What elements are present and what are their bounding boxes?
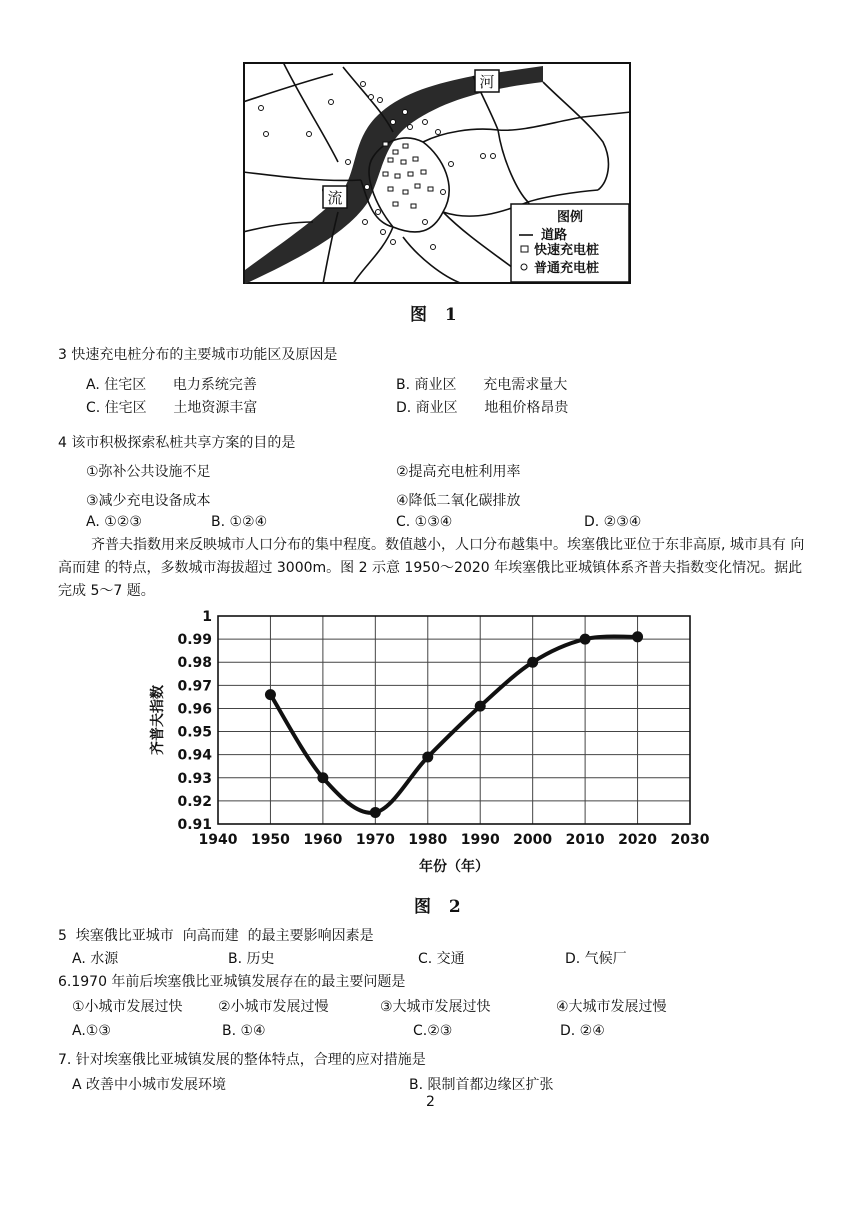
x-tick-label: 1990 bbox=[460, 832, 500, 848]
y-tick-label: 0.97 bbox=[177, 678, 212, 695]
q3-option-b: B. 商业区 充电需求量大 bbox=[396, 377, 568, 393]
series-line bbox=[270, 637, 637, 813]
intro-paragraph: 齐普夫指数用来反映城市人口分布的集中程度。数值越小，人口分布越集中。埃塞俄比亚位于东非高原, 城市具有 向高而建 的特点，多数城市海拔超过 3000m。图 2 示意 1950～2020 年埃塞俄比亚城镇体系齐普夫指数变化情况。据此完成 5～7 题。 bbox=[58, 537, 805, 599]
q7-option-b: B. 限制首都边缘区扩张 bbox=[409, 1077, 554, 1093]
y-tick-label: 0.94 bbox=[177, 747, 212, 764]
q3-stem: 3 快速充电桩分布的主要城市功能区及原因是 bbox=[58, 347, 338, 363]
q6-option-b: B. ①④ bbox=[222, 1023, 266, 1039]
q6-option-c: C.②③ bbox=[413, 1023, 453, 1039]
q6-item-2: ②小城市发展过慢 bbox=[218, 999, 329, 1015]
q6-item-3: ③大城市发展过快 bbox=[380, 999, 491, 1015]
q6-option-a: A.①③ bbox=[72, 1023, 111, 1039]
q4-item-3: ③减少充电设备成本 bbox=[86, 493, 211, 509]
data-point bbox=[370, 807, 381, 818]
data-point bbox=[632, 631, 643, 642]
data-point bbox=[527, 657, 538, 668]
legend-normal-charger: 普通充电桩 bbox=[534, 261, 600, 276]
x-axis-title: 年份（年） bbox=[419, 859, 489, 875]
river-label-he: 河 bbox=[479, 73, 495, 91]
x-tick-label: 2000 bbox=[513, 832, 553, 848]
x-tick-label: 1970 bbox=[355, 832, 395, 848]
figure1-map bbox=[243, 62, 631, 284]
data-point bbox=[475, 701, 486, 712]
x-tick-label: 2020 bbox=[618, 832, 658, 848]
page-number: 2 bbox=[426, 1094, 435, 1110]
q5-option-d: D. 气候厂 bbox=[565, 951, 627, 967]
y-axis-title: 齐普夫指数 bbox=[150, 685, 166, 755]
data-point bbox=[317, 772, 328, 783]
y-tick-label: 0.98 bbox=[177, 655, 212, 672]
q4-item-2: ②提高充电桩利用率 bbox=[396, 464, 521, 480]
data-point bbox=[265, 689, 276, 700]
x-tick-label: 1960 bbox=[303, 832, 343, 848]
q7-stem: 7. 针对埃塞俄比亚城镇发展的整体特点，合理的应对措施是 bbox=[58, 1052, 426, 1068]
legend-road: 道路 bbox=[541, 228, 568, 243]
x-tick-label: 2010 bbox=[565, 832, 605, 848]
y-tick-label: 0.92 bbox=[177, 793, 212, 810]
figure2-caption: 图 2 bbox=[414, 897, 467, 917]
y-tick-label: 0.95 bbox=[177, 724, 212, 741]
q6-item-1: ①小城市发展过快 bbox=[72, 999, 183, 1015]
q4-item-1: ①弥补公共设施不足 bbox=[86, 464, 211, 480]
q5-option-b: B. 历史 bbox=[228, 951, 275, 967]
q5-option-a: A. 水源 bbox=[72, 951, 119, 967]
river-label-liu: 流 bbox=[327, 189, 343, 207]
y-tick-label: 0.99 bbox=[177, 632, 212, 649]
legend-fast-charger: 快速充电桩 bbox=[534, 243, 600, 258]
legend-title: 图例 bbox=[556, 210, 584, 225]
q3-option-d: D. 商业区 地租价格昂贵 bbox=[396, 400, 569, 416]
x-tick-label: 1950 bbox=[250, 832, 290, 848]
q4-stem: 4 该市积极探索私桩共享方案的目的是 bbox=[58, 435, 296, 451]
q4-option-b: B. ①②④ bbox=[211, 514, 268, 530]
x-tick-label: 1980 bbox=[408, 832, 448, 848]
q5-stem: 5 埃塞俄比亚城市 向高而建 的最主要影响因素是 bbox=[58, 928, 374, 944]
y-tick-label: 1 bbox=[202, 609, 212, 625]
figure2-chart bbox=[140, 604, 740, 882]
q3-option-a: A. 住宅区 电力系统完善 bbox=[86, 377, 257, 393]
q4-item-4: ④降低二氧化碳排放 bbox=[396, 493, 521, 509]
q4-option-d: D. ②③④ bbox=[584, 514, 642, 530]
x-tick-label: 2030 bbox=[670, 832, 710, 848]
data-point bbox=[422, 751, 433, 762]
y-tick-label: 0.93 bbox=[177, 770, 212, 787]
q6-item-4: ④大城市发展过慢 bbox=[556, 999, 667, 1015]
legend bbox=[511, 204, 629, 282]
q5-option-c: C. 交通 bbox=[418, 951, 465, 967]
q7-option-a: A 改善中小城市发展环境 bbox=[72, 1077, 227, 1093]
data-point bbox=[580, 634, 591, 645]
q6-stem: 6.1970 年前后埃塞俄比亚城镇发展存在的最主要问题是 bbox=[58, 974, 406, 990]
y-tick-label: 0.96 bbox=[177, 701, 212, 718]
plot-frame bbox=[218, 616, 690, 824]
x-tick-label: 1940 bbox=[198, 832, 238, 848]
q4-option-a: A. ①②③ bbox=[86, 514, 142, 530]
q3-option-c: C. 住宅区 土地资源丰富 bbox=[86, 400, 258, 416]
q6-option-d: D. ②④ bbox=[560, 1023, 605, 1039]
figure1-caption: 图 1 bbox=[410, 305, 463, 325]
y-tick-label: 0.91 bbox=[177, 817, 212, 833]
q4-option-c: C. ①③④ bbox=[396, 514, 453, 530]
